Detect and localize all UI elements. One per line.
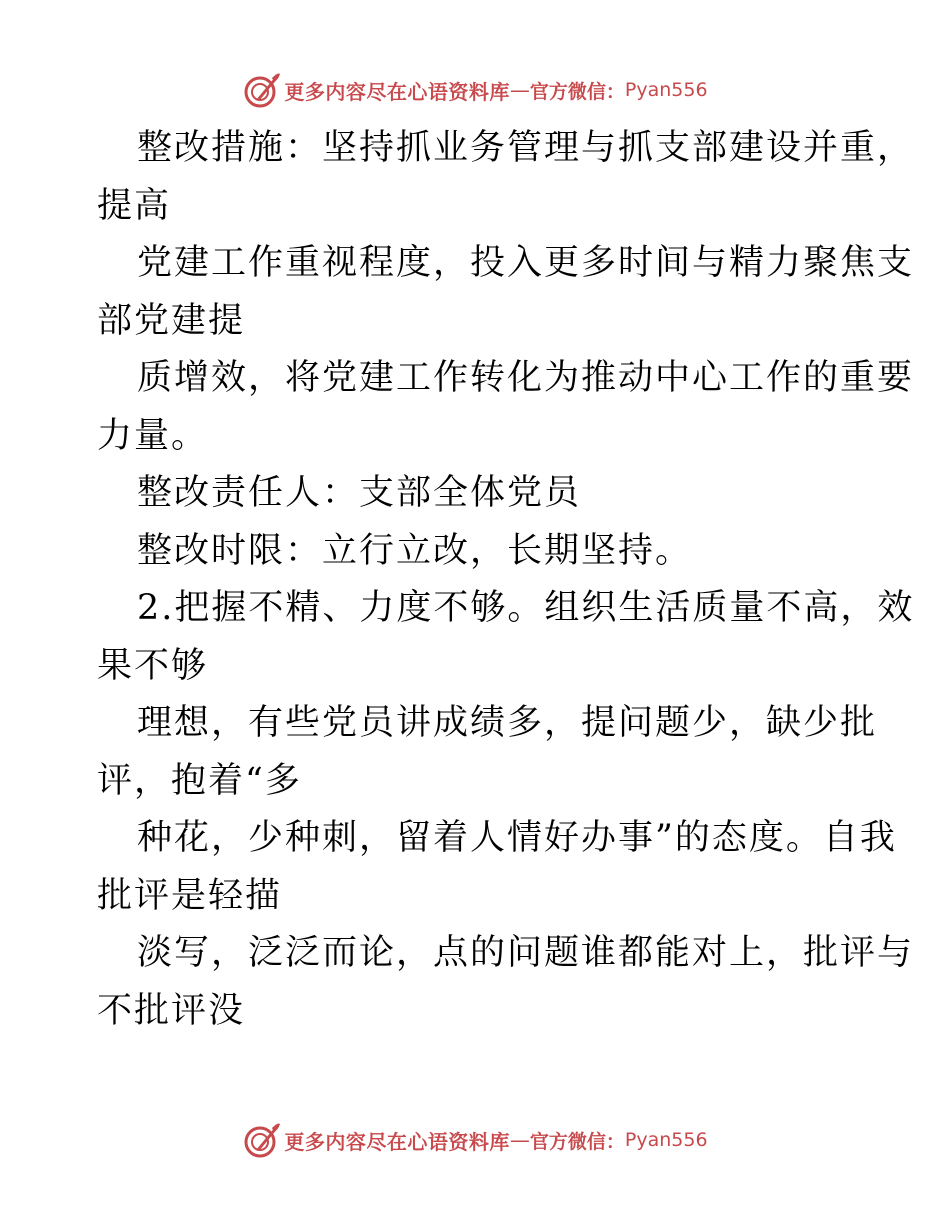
- text-line: 整改措施：坚持抓业务管理与抓支部建设并重，: [137, 128, 915, 168]
- text-line: 淡写，泛泛而论，点的问题谁都能对上，批评与: [137, 933, 915, 973]
- quill-logo-icon: [242, 70, 282, 110]
- banner-separator: —: [509, 1128, 530, 1152]
- banner-text: 更多内容尽在心语资料库: [284, 1129, 510, 1154]
- text-line: 理想，有些党员讲成绩多，提问题少，缺少批: [137, 703, 878, 743]
- banner-text: 更多内容尽在心语资料库: [284, 79, 510, 104]
- text-line: 评，抱着“多: [97, 760, 302, 801]
- text-line: 整改时限：立行立改，长期坚持。: [137, 530, 693, 571]
- text-line: 果不够: [97, 645, 209, 686]
- text-line: 质增效，将党建工作转化为推动中心工作的重要: [137, 358, 915, 398]
- text-line: 提高: [97, 185, 172, 226]
- footer-banner: [0, 1118, 950, 1162]
- banner-wechat-label: 官方微信：: [529, 1130, 625, 1153]
- header-banner: [0, 68, 950, 112]
- text-line: 部党建提: [97, 300, 246, 341]
- document-body: [97, 120, 915, 1040]
- text-line: 不批评没: [97, 990, 246, 1031]
- banner-separator: —: [509, 78, 530, 102]
- banner-wechat-id: Pyan556: [624, 1129, 708, 1151]
- text-line: 整改责任人：支部全体党员: [137, 473, 582, 513]
- text-line: 种花，少种刺，留着人情好办事”的态度。自我: [137, 818, 897, 858]
- text-line: 2.把握不精、力度不够。组织生活质量不高，效: [137, 588, 915, 628]
- banner-wechat-id: Pyan556: [624, 79, 708, 101]
- text-line: 力量。: [97, 415, 209, 456]
- banner-wechat-label: 官方微信：: [529, 80, 625, 103]
- text-line: 党建工作重视程度，投入更多时间与精力聚焦支: [137, 243, 915, 283]
- quill-logo-icon: [242, 1120, 282, 1160]
- text-line: 批评是轻描: [97, 875, 283, 916]
